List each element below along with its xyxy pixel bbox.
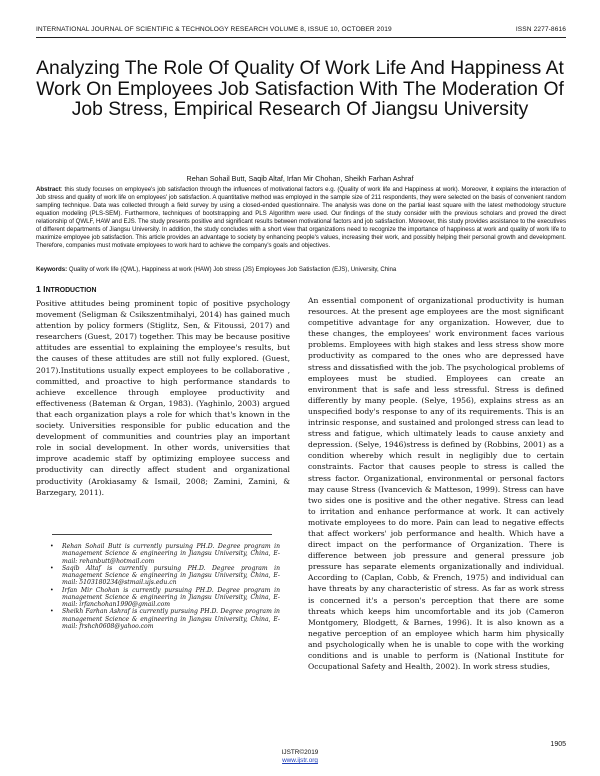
author-footnotes (48, 543, 280, 630)
issn: ISSN 2277-8616 (515, 26, 566, 33)
paper-title: Analyzing The Role Of Quality Of Work Life And Happiness At Work On Employees Job Satisfaction With The Moderation Of Job Stress, Empirical Research Of Jiangsu University (36, 58, 564, 120)
footnote-text: Irfan Mir Chohan is currently pursuing PH.D. Degree program in management Science & engineering in Jiangsu University, China, E-mail: irfanchohan1990@gmail.com (62, 586, 280, 608)
running-header (36, 26, 566, 36)
section-number: 1 I (36, 284, 46, 294)
section-title: NTRODUCTION (45, 287, 97, 294)
abstract-text: : this study focuses on employee's job satisfaction through the influences of motivational factors e.g. (Quality of work life and Happiness at work). Moreover, it explains the interaction of Job stress and quality of work life on employees' job satisfaction. A quantitative method was employed in the sample size of 211 respondents, they were selected on the basis of convenient random sampling technique. Data was collected through a field survey by using a closed-ended questionnaire. The analysis was done on the partial least square with the latest methodology structure equation modeling (PLS-SEM). Furthermore, techniques of bootstrapping and PLS Algorithm were used. Our findings of the study consider with the previous scholars and proved the direct relationship of QWLF, HAW and EJS. The study presents positive and significant results between motivational factors and job satisfaction. Moreover, this study provides assistance to the executives of different departments of Jiangsu University. In addition, the study concludes with a short view that organizations need to recognize the importance of happiness at work and quality of work life to maximize employee job satisfaction. This article provides an advantage to society by enhancing people's values, increasing their work, and possibly helping their personal growth and development. Therefore, companies must motivate employees to work hard to achieve the company's goals and objectives. (36, 186, 566, 250)
bullet-icon: • (50, 543, 54, 550)
header-rule (36, 37, 566, 38)
footnote-text: Saqib Altaf is currently pursuing PH.D. Degree program in management Science & engineering in Jiangsu University, China, E-mail: 5103180234@stmail.ujs.edu.cn (62, 564, 280, 587)
bullet-icon: • (50, 564, 54, 572)
footnote-item (48, 543, 280, 565)
page-number: 1905 (550, 741, 566, 748)
footnote-item (48, 608, 280, 630)
footnote-text: Rehan Sohail Butt is currently pursuing PH.D. Degree program in management Science & engineering in Jiangsu University, China, E-mail: rehanbutt@hotmail.com (62, 543, 280, 565)
footnote-item (48, 587, 280, 609)
footnote-item (48, 565, 280, 587)
body-paragraph-right: An essential component of organizational productivity is human resources. At the present age employees are the most significant competitive advantage for any organization. However, due to these changes, the employees' work environment faces various problems. Employees with high stakes and less stress show more productivity as compared to the ones who are depressed have stress and dissatisfied with the job. The psychological problems of employees must be studied. Employees can create an environment that is safe and less stressful. Stress is defined differently by many people. (Selye, 1956), explains stress as an unspecified body's response to any of its requirements. This is an intrinsic response, and sustained and prolonged stress can lead to stress and fatigue, which ultimately leads to cause anxiety and depression. (Selye, 1946)stress is defined by (Robbins, 2001) as a condition whereby which result in negligibly due to certain constraints. Factor that causes people to stress is called the stress factor. Organizational, environmental or personal factors may cause Stress (Ivancevich & Matteson, 1999). Stress can have two sides one is positive and the other negative. Stress can lead to irritation and enhance performance at work. It can actively motivate employees to do more. Pain can lead to negative effects that affect workers' job performance and health. Which have a direct impact on the performance of Organization. There is difference between job pressure and general pressure job pressure has separate elements organizationally and individual. According to (Caplan, Cobb, & French, 1975) and individual can have threats by any characteristic of stress. As far as work stress is concerned it's a person's perception that there are some threats which keeps him uncomfortable and its job (Cameron Montgomery, Blodgett, & Barnes, 1996). It is also known as a negative perception of an employee which harm him physically and psychologically when he is unable to cope with the working conditions and is unable to perform is (National Institute for Occupational Safety and Health, 2002). In work stress studies, (308, 296, 564, 672)
keywords (36, 266, 566, 274)
footnote-rule (52, 534, 272, 535)
body-paragraph-left: Positive attitudes being prominent topic of positive psychology movement (Seligman & Csikszentmihalyi, 2014) has gained much attention by policy formers (Stiglitz, Sen, & Fitoussi, 2017) and researchers (Guest, 2017) together. This may be because positive attitudes are essential to explaining the employee's results, but the causes of these attitudes are still not fully explored. (Guest, 2017).Institutions usually expect employees to be collaborative , committed, and proactive to high performance standards to achieve excellence through employee productivity and effectiveness (Bateman & Organ, 1983). (Yaghinlo, 2003) argued that each organization plays a role for which that's known in the society. Universities responsible for public education and the development of communities and countries play an important role in social development. In other words, universities that improve academic staff by optimizing employee success and productivity can directly affect student and organizational productivity (Arokiasamy & Ismail, 2008; Zamini, Zamini, & Barzegary, 2011). (36, 299, 290, 497)
bullet-icon: • (50, 608, 54, 616)
right-column (308, 295, 564, 672)
abstract (36, 186, 566, 250)
author-list: Rehan Sohail Butt, Saqib Altaf, Irfan Mir Chohan, Sheikh Farhan Ashraf (186, 174, 414, 183)
keywords-label: Keywords: (36, 266, 68, 273)
keywords-text: Quality of work life (QWL), Happiness at work (HAW) Job stress (JS) Employees Job Satisfaction (EJS), University, China (67, 266, 397, 273)
left-column (36, 283, 290, 498)
bullet-icon: • (50, 586, 54, 594)
journal-info: INTERNATIONAL JOURNAL OF SCIENTIFIC & TECHNOLOGY RESEARCH VOLUME 8, ISSUE 10, OCTOBER 2019 (36, 26, 392, 33)
section-heading (36, 283, 290, 297)
abstract-label: Abstract (36, 186, 61, 193)
journal-url-link[interactable]: www.ijstr.org (282, 757, 318, 764)
page-footer (0, 749, 600, 765)
copyright-code: IJSTR©2019 (281, 749, 319, 756)
footnote-text: Sheikh Farhan Ashraf is currently pursuing PH.D. Degree program in management Science & engineering in Jiangsu University, China, E-mail: frshch0608@yahoo.com (62, 608, 280, 630)
